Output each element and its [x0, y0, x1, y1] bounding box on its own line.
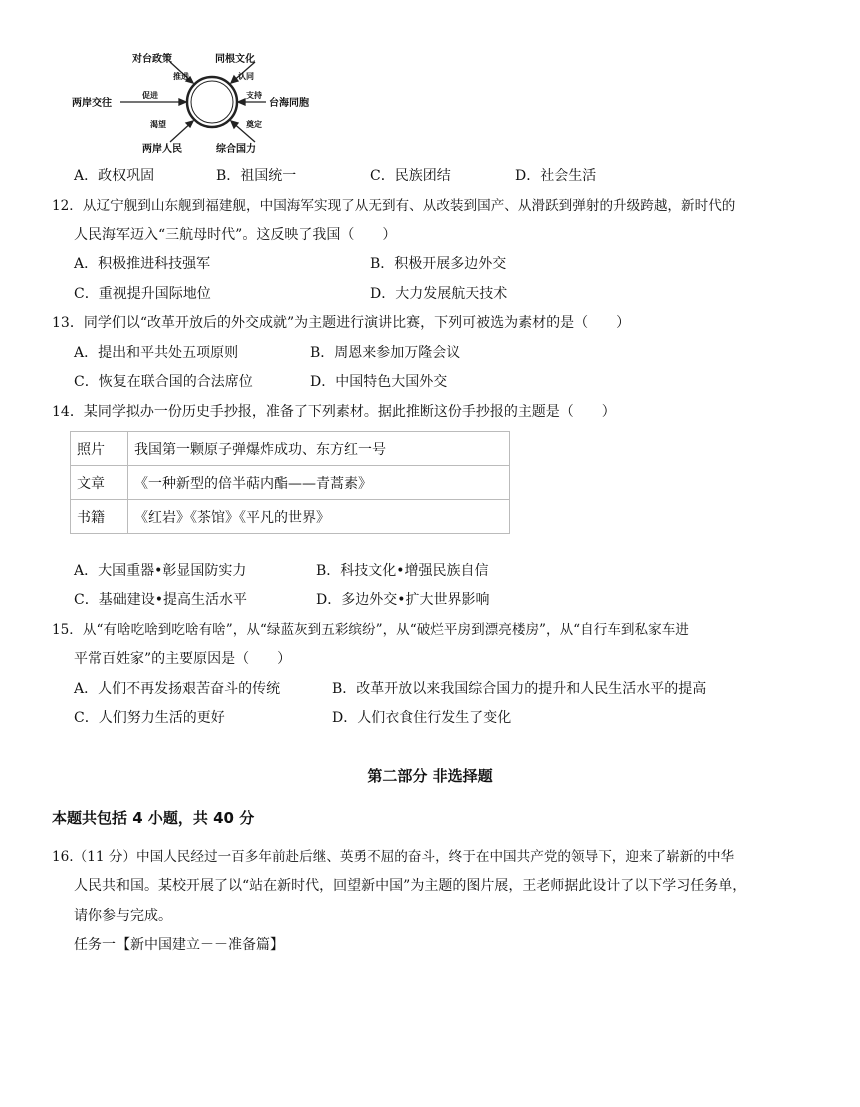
node-tong-gen: 同根文化 — [215, 54, 255, 65]
edge-ke-wang: 渴望 — [150, 120, 166, 129]
edge-zhi-chi: 支持 — [246, 91, 262, 100]
q16-stem-line2: 人民共和国。某校开展了以“站在新时代，回望新中国”为主题的图片展，王老师据此设计了以下学习任务单， — [74, 878, 747, 894]
table-cell-type: 照片 — [71, 432, 128, 466]
q15-option-c: C．人们努力生活的更好 — [74, 710, 225, 726]
q15-option-a: A．人们不再发扬艰苦奋斗的传统 — [74, 681, 281, 697]
center-circle — [187, 77, 237, 127]
q14-option-c: C．基础建设•提高生活水平 — [74, 592, 247, 608]
table-cell-content: 《一种新型的倍半萜内酯——青蒿素》 — [128, 466, 510, 500]
table-cell-type: 书籍 — [71, 500, 128, 534]
q11-option-a: A．政权巩固 — [74, 168, 155, 184]
table-row — [71, 432, 510, 466]
q16-stem-line3: 请你参与完成。 — [74, 908, 172, 924]
table-cell-type: 文章 — [71, 466, 128, 500]
table-cell-content: 《红岩》《茶馆》《平凡的世界》 — [128, 500, 510, 534]
q11-option-c: C．民族团结 — [370, 168, 451, 184]
node-dui-tai: 对台政策 — [132, 54, 172, 65]
q12-option-b: B．积极开展多边外交 — [370, 256, 507, 272]
q15-option-d: D．人们衣食住行发生了变化 — [332, 710, 512, 726]
q13-option-d: D．中国特色大国外交 — [310, 374, 448, 390]
q12-stem-line2: 人民海军迈入“三航母时代”。这反映了我国（ ） — [74, 227, 397, 243]
node-zong-he-guo-li: 综合国力 — [216, 144, 256, 155]
q15-stem-line1: 15．从“有啥吃啥到吃啥有啥”，从“绿蓝灰到五彩缤纷”，从“破烂平房到漂亮楼房”，从“自行车到私家车进 — [52, 622, 689, 638]
q13-stem: 13．同学们以“改革开放后的外交成就”为主题进行演讲比赛，下列可被选为素材的是（ ） — [52, 315, 631, 331]
q14-option-b: B．科技文化•增强民族自信 — [316, 563, 489, 579]
section-note: 本题共包括 4 小题，共 40 分 — [52, 809, 255, 827]
q15-option-b: B．改革开放以来我国综合国力的提升和人民生活水平的提高 — [332, 681, 707, 697]
edge-dian-ding: 奠定 — [246, 120, 262, 129]
q14-option-d: D．多边外交•扩大世界影响 — [316, 592, 490, 608]
edge-cu-jin: 促进 — [142, 91, 158, 100]
materials-table — [70, 431, 510, 534]
q13-option-a: A．提出和平共处五项原则 — [74, 345, 239, 361]
relationship-diagram — [70, 48, 330, 160]
node-liang-an-ren-min: 两岸人民 — [142, 144, 182, 155]
node-liang-an-jiao-wang: 两岸交往 — [72, 98, 112, 109]
q13-option-c: C．恢复在联合国的合法席位 — [74, 374, 253, 390]
q11-option-b: B．祖国统一 — [216, 168, 297, 184]
section-title: 第二部分 非选择题 — [367, 767, 493, 785]
table-row — [71, 466, 510, 500]
q16-task-one: 任务一【新中国建立－－准备篇】 — [74, 937, 284, 953]
table-row — [71, 500, 510, 534]
q15-stem-line2: 平常百姓家”的主要原因是（ ） — [74, 651, 292, 667]
q12-stem-line1: 12．从辽宁舰到山东舰到福建舰，中国海军实现了从无到有、从改装到国产、从滑跃到弹射的升级跨越，新时代的 — [52, 198, 736, 214]
q14-option-a: A．大国重器•彰显国防实力 — [74, 563, 247, 579]
q12-option-c: C．重视提升国际地位 — [74, 286, 211, 302]
q14-stem: 14．某同学拟办一份历史手抄报，准备了下列素材。据此推断这份手抄报的主题是（ ） — [52, 404, 616, 420]
q13-option-b: B．周恩来参加万隆会议 — [310, 345, 461, 361]
q11-option-d: D．社会生活 — [515, 168, 597, 184]
q12-option-d: D．大力发展航天技术 — [370, 286, 508, 302]
table-cell-content: 我国第一颗原子弹爆炸成功、东方红一号 — [128, 432, 510, 466]
edge-ren-tong: 认同 — [238, 72, 254, 81]
node-tai-hai: 台海同胞 — [269, 98, 309, 109]
q12-option-a: A．积极推进科技强军 — [74, 256, 211, 272]
edge-tui-jin: 推进 — [173, 72, 189, 81]
q16-stem-line1: 16.（11 分）中国人民经过一百多年前赴后继、英勇不屈的奋斗，终于在中国共产党的领导下，迎来了崭新的中华 — [52, 849, 735, 865]
